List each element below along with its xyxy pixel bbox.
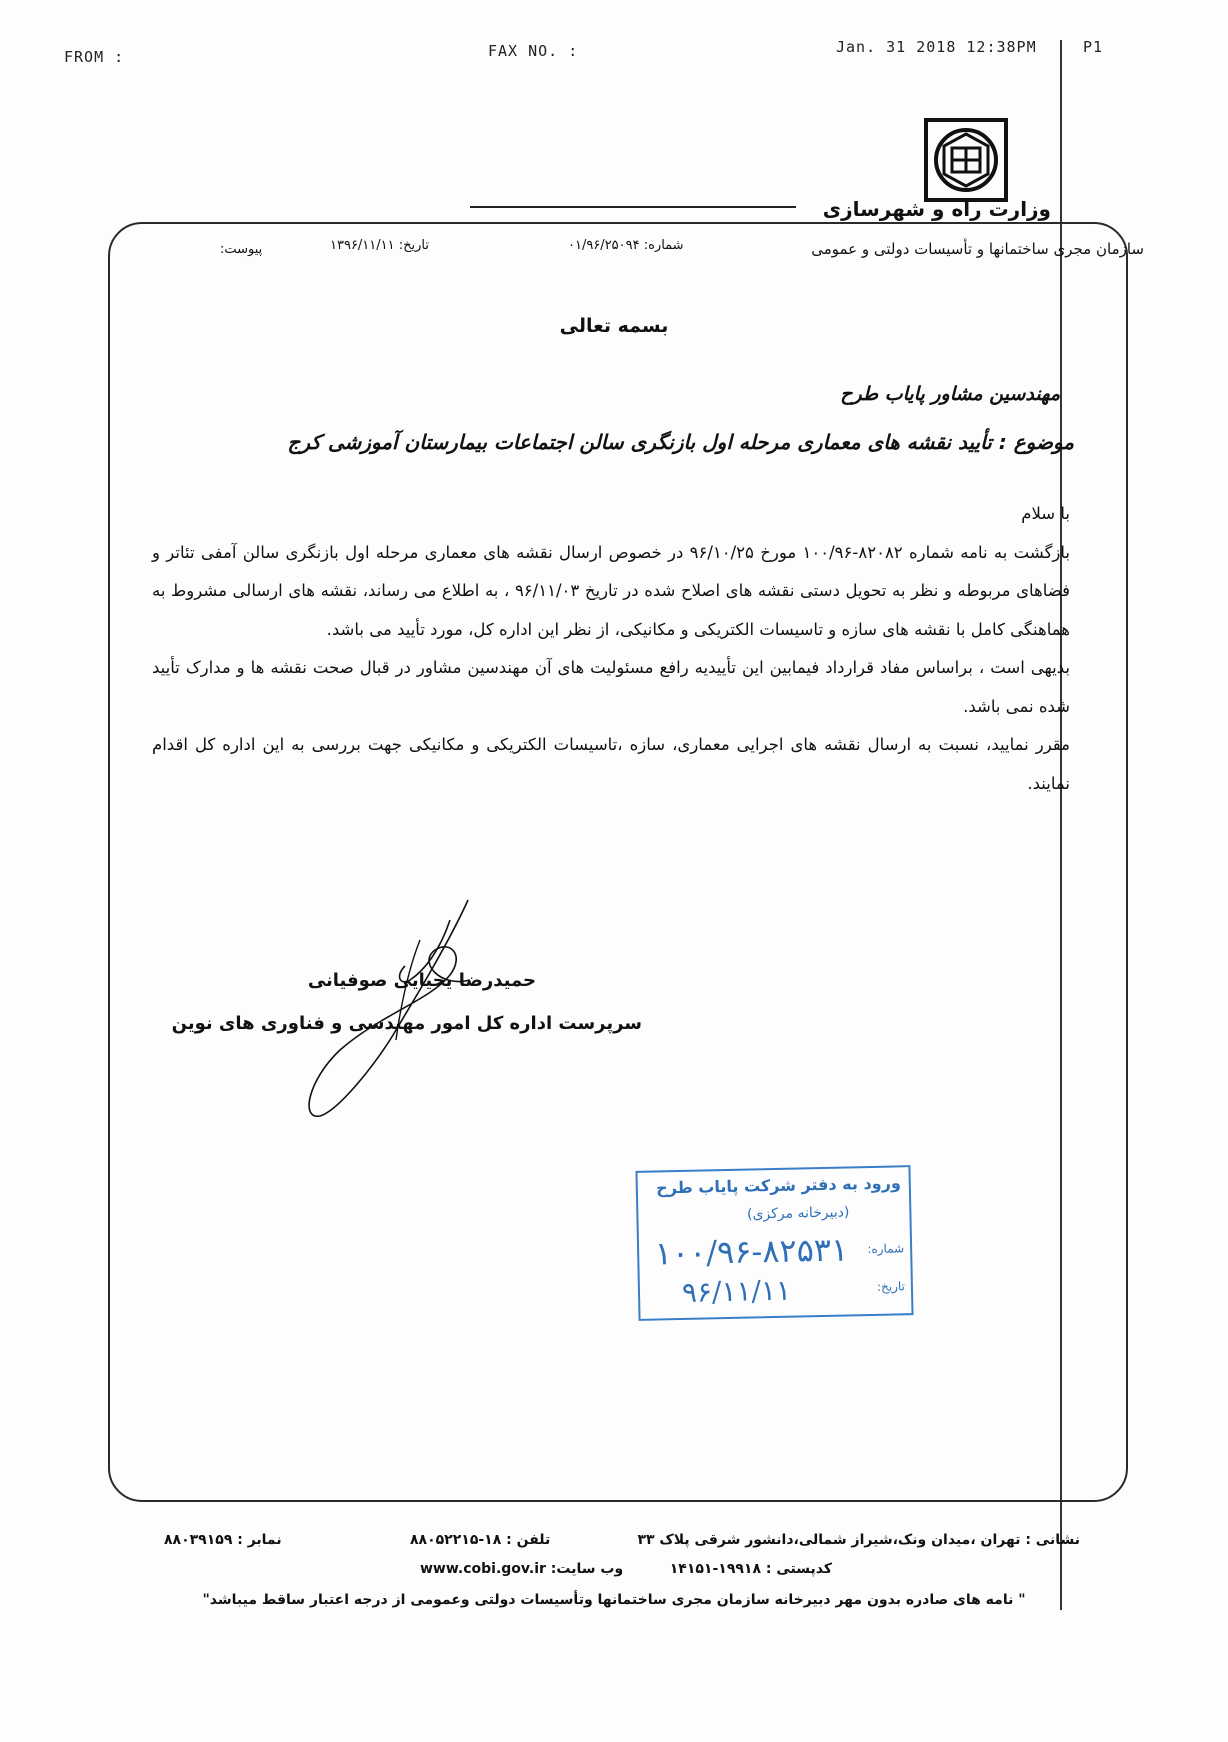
fax-from-label: FROM : [64,48,125,66]
ministry-logo-icon [924,118,1008,202]
letter-attachment: پیوست: [220,242,263,257]
stamp-title: ورود به دفتر شرکت پایاب طرح [655,1173,901,1198]
stamp-number-label: شماره: [867,1241,905,1257]
letter-frame [108,222,1128,1502]
stamp-date-label: تاریخ: [876,1279,906,1294]
stamp-date-value: ۹۶/۱۱/۱۱ [681,1273,792,1309]
signatory-name: حمیدرضا یحیایی صوفیانی [307,970,536,991]
body-paragraph-3: مقرر نمایید، نسبت به ارسال نقشه های اجرایی معماری، سازه ،تاسیسات الکتریکی و مکانیکی جهت بررسی به این اداره کل اقدام نمایند. [152,735,1070,793]
letter-body [152,495,1070,803]
fax-page-number: P1 [1083,38,1104,56]
handwritten-signature [300,880,540,1130]
letterhead-divider [470,206,796,208]
signatory-title: سرپرست اداره کل امور مهندسی و فناوری های نوین [171,1013,642,1034]
footer-postal-code: کدپستی : ۱۹۹۱۸-۱۴۱۵۱ [669,1561,832,1577]
body-paragraph-2: بدیهی است ، براساس مفاد قرارداد فیمابین این تأییدیه رافع مسئولیت های آن مهندسین مشاور در قبال صحت نقشه ها و مدارک تأیید شده نمی باشد. [152,658,1070,716]
bismillah-heading: بسمه تعالی [559,315,669,337]
fax-number-label: FAX NO. : [488,42,579,60]
footer-telephone: تلفن : ۱۸-۸۸۰۵۲۲۱۵ [410,1532,551,1548]
stamp-subtitle: (دبیرخانه مرکزی) [746,1204,850,1223]
letter-date: تاریخ: ۱۳۹۶/۱۱/۱۱ [330,238,430,253]
footer-website: وب سایت: www.cobi.gov.ir [420,1561,624,1577]
footer-validity-note: " نامه های صادره بدون مهر دبیرخانه سازمان مجری ساختمانها وتأسیسات دولتی وعمومی از درجه اعتبار ساقط میباشد" [202,1592,1026,1608]
subject-line: موضوع : تأیید نقشه های معماری مرحله اول بازنگری سالن اجتماعات بیمارستان آموزشی کرج [287,430,1074,454]
footer-address: نشانی : تهران ،میدان ونک،شیراز شمالی،دانشور شرقی پلاک ۳۳ [637,1532,1080,1548]
body-paragraph-1: بازگشت به نامه شماره ۸۲۰۸۲-۱۰۰/۹۶ مورخ ۹۶/۱۰/۲۵ در خصوص ارسال نقشه های معماری مرحله اول بازنگری سالن آمفی تئاتر و فضاهای مربوطه و نظر به تحویل دستی نقشه های اصلاح شده در تاریخ ۹۶/۱۱/۰۳ ، به اطلاع می رساند، نقشه های ارسالی مشروط به هماهنگی کامل با نقشه های سازه و تاسیسات الکتریکی و مکانیکی، از نظر این اداره کل، مورد تأیید می باشد. [152,542,1071,639]
organization-name: سازمان مجری ساختمانها و تأسیسات دولتی و عمومی [811,240,1144,258]
fax-datetime: Jan. 31 2018 12:38PM [836,38,1037,56]
recipient: مهندسین مشاور پایاب طرح [840,383,1060,405]
receipt-stamp [635,1165,913,1321]
footer-fax: نمابر : ۸۸۰۳۹۱۵۹ [164,1532,282,1548]
ministry-name: وزارت راه و شهرسازی [822,197,1051,221]
letter-number: شماره: ۰۱/۹۶/۲۵۰۹۴ [568,238,684,253]
greeting: با سلام [1021,504,1070,523]
stamp-number-value: ۱۰۰/۹۶-۸۲۵۳۱ [654,1230,849,1273]
